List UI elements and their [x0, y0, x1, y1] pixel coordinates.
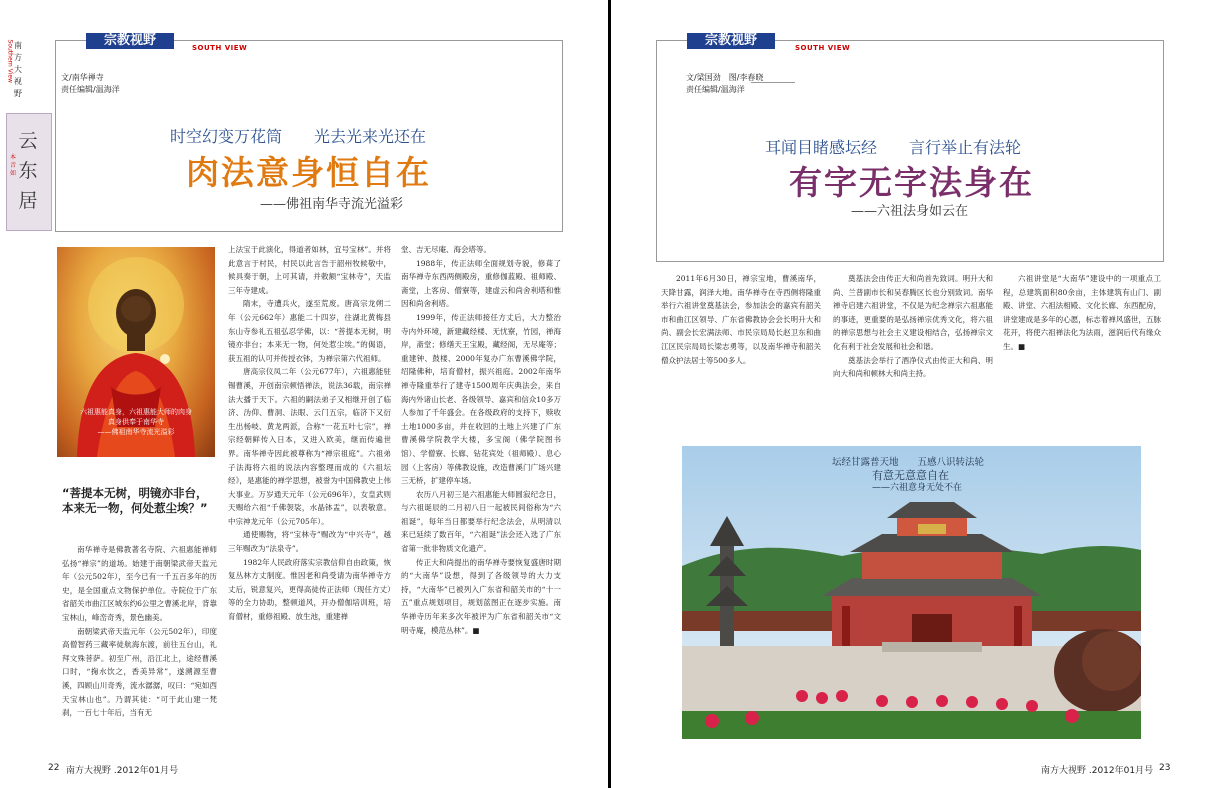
- credit-rule: [751, 82, 795, 83]
- side-logo-small: 本 音 如: [10, 154, 17, 177]
- paragraph: 六祖讲堂是“大南华”建设中的一项重点工程，总建筑面积80余亩，主体建筑有山门、副殿、讲堂、六祖法相殿、文化长廊、东西配房，讲堂建成是多年的心愿，标志着禅风盛世，五脉花开，将使六祖禅法化为法雨，滋润后代有缘众生。■: [1003, 274, 1161, 351]
- paragraph: 传正大和尚提出的南华禅寺要恢复盛唐时期的“大南华”设想，得到了各级领导的大力支持，“大南华”已被列入广东省和韶关市的“十一五”重点规划项目，规划蓝图正在逐步实施。南华禅寺历年来多次年被评为广东省和韶关市“文明寺庵，模范丛林”。■: [401, 557, 561, 635]
- paragraph: 农历八月初三是六祖惠能大师圆寂纪念日，与六祖诞辰的二月初八日一起被民间俗称为“六祖诞”，每年当日都要举行纪念法会，从明清以来已延续了数百年，“六祖诞”法会还入选了广东省第一批非物质文化遗产。: [401, 489, 561, 554]
- temple-photo: [682, 446, 1141, 739]
- kicker: 耳闻目睹感坛经 言行举止有法轮: [765, 138, 1022, 157]
- body-column-3: [401, 243, 561, 755]
- body-column-2: [228, 243, 391, 755]
- monk-statue-photo: [57, 247, 215, 457]
- paragraph: 南华禅寺是佛教著名寺院、六祖惠能禅师弘扬“禅宗”的道场。始建于南朝梁武帝天监元年（公元502年），至今已有一千五百多年的历史，是全国重点文物保护单位。寺院位于广东省韶关市曲江区城东约6公里之曹溪北岸，背靠宝林山，峰峦奇秀，景色幽美。: [62, 545, 217, 622]
- paragraph: 上法宝于此演化，得道者如林，宜号宝林”。并将此意言于村民，村民以此言告于韶州牧候敬中，候具奏于朝，上可其请，并敕额“宝林寺”，天监三年寺建成。: [228, 245, 391, 295]
- paragraph: 奠基法会举行了酒净仪式由传正大和尚、明向大和尚和顿林大和尚主持。: [833, 355, 993, 379]
- paragraph: 2011年6月30日，禅宗宝地，曹溪南华，天降甘露，润泽大地。南华禅寺在寺西侧将隆重举行六祖讲堂奠基法会，参加法会的嘉宾有韶关市和曲江区领导、广东省佛教协会会长明升大和尚、副会长宏满法师、市民宗局局长赵卫东和曲江区民宗局局长梁志勇等，以及南华禅寺和韶关僧众护法居士等500多人。: [661, 274, 821, 365]
- photo-caption-line: ——佛祖南华寺流光溢彩: [97, 428, 175, 436]
- paragraph: 隋末，寺遭兵火，遂至荒废。唐高宗龙朔二年（公元662年）惠能二十四岁，往湖北黄梅县东山寺参礼五祖弘忍学佛，以：“菩提本无树，明镜亦非台；本来无一物，何处惹尘埃。”的偈语，获五祖的认可并传授衣钵，为禅宗第六代祖师。: [228, 299, 391, 363]
- body-column-3: [1003, 272, 1161, 432]
- photo-caption: [832, 456, 1032, 495]
- paragraph: 南朝梁武帝天监元年（公元502年），印度高僧智药三藏率徒航海东渡，前往五台山，礼拜文殊菩萨。初至广州，沿江北上，途经曹溪口时，“掬水饮之，香美异常”，遂溯源至曹溪，四顾山川奇秀，流水潺潺，叹曰：“宛如西天宝林山也”。乃谓其徒：“可于此山建一梵刹，一百七十年后，当有无: [62, 626, 217, 718]
- credit-editor: 责任编辑/温海洋: [686, 85, 745, 94]
- body-column-1: [661, 272, 821, 432]
- paragraph: 唐高宗仪凤二年（公元677年），六祖惠能驻锡曹溪，开创南宗顿悟禅法，说法36载，南宗禅法大播于天下。六祖的嗣法弟子又相继开创了临济、沩仰、曹洞、法眼、云门五宗，临济下又衍生出杨岐、黄龙两派，合称“一花五叶七宗”，禅宗经朝鲜传入日本，又进入欧美，继而传遍世界。南华禅寺因此被尊称为“禅宗祖庭”。六祖弟子法海将六祖的说法内容整理而成的《六祖坛经》，是惠能的禅学思想，被誉为中国佛教史上伟大事业。万岁通天元年（公元696年），女皇武则天赐给六祖“千佛袈裟，水晶钵盂”，以表敬意。中宗神龙元年（公元705年）。: [228, 367, 391, 526]
- section-sub: SOUTH VIEW: [192, 44, 248, 52]
- left-page: [0, 0, 608, 788]
- folio-text: 南方大视野 .2012年01月号: [1041, 766, 1154, 776]
- photo-caption-line: 坛经甘露普天地 五感八识转法轮: [832, 457, 985, 468]
- side-brand-char: 野: [14, 89, 22, 98]
- right-page: [611, 0, 1219, 788]
- photo-caption-line: 真身供奉于南华寺: [108, 418, 164, 426]
- paragraph: 通使赐物，将“宝林寺”赐改为“中兴寺”，越三年赐改为“法泉寺”。: [228, 530, 391, 554]
- folio-text: 南方大视野 .2012年01月号: [66, 766, 179, 776]
- side-brand-letters: [14, 40, 24, 100]
- subhead: ——六祖法身如云在: [851, 204, 969, 219]
- section-tag: 宗教视野: [687, 33, 775, 49]
- pull-quote: “菩提本无树，明镜亦非台，本来无一物，何处惹尘埃？”: [62, 486, 208, 515]
- section-sub: SOUTH VIEW: [795, 44, 851, 52]
- photo-caption-line: 有意无意意自在: [872, 469, 949, 482]
- page-number: 22: [48, 763, 60, 773]
- paragraph: 堂、吉无尽庵、海会塔等。: [401, 245, 491, 254]
- photo-caption-line: ——六祖意身无处不在: [872, 483, 963, 493]
- paragraph: 奠基法会由传正大和尚首先致词。明升大和尚、兰普副市长和吴春腾区长也分别致词。南华禅寺启建六祖讲堂，不仅是为纪念禅宗六祖惠能的事迹，更重要的是弘扬禅宗优秀文化，将六祖的禅宗思想与社会主义建设相结合，弘扬禅宗文化有利于社会发展和社会和谐。: [833, 274, 993, 351]
- subhead: ——佛祖南华寺流光溢彩: [260, 197, 404, 212]
- photo-caption: [61, 407, 211, 437]
- side-brand-char: 南: [14, 41, 22, 50]
- credit-author: 文/南华禅寺: [61, 73, 104, 82]
- credit-editor: 责任编辑/温海洋: [61, 85, 120, 94]
- side-brand-char: 大: [14, 65, 22, 74]
- photo-caption-line: 六祖惠能真身，六祖惠能大师的肉身: [80, 408, 192, 416]
- headline: 肉法意身恒自在: [186, 153, 431, 192]
- section-tag: 宗教视野: [86, 33, 174, 49]
- page-number: 23: [1159, 763, 1171, 773]
- body-column-2: [833, 272, 993, 432]
- headline: 有字无字法身在: [789, 163, 1034, 202]
- side-logo-calligraphy: 云 东 居: [18, 130, 38, 212]
- paragraph: 1988年，传正法师全面规划寺貌，修葺了南华禅寺东西两侧殿房，重修伽蓝殿、祖师殿、斋堂，上客房、僧寮等，建虚云和尚舍利塔和惟因和尚舍利塔。: [401, 258, 561, 309]
- side-brand-char: 方: [14, 53, 22, 62]
- side-logo: [6, 113, 52, 231]
- paragraph: 1982年人民政府落实宗教信仰自由政策，恢复丛林方丈制度。惟因老和尚受请为南华禅寺方丈后，锐意复兴，更得高徒传正法师（现任方丈）等的全力协助，整顿道风，开办僧伽培训班，培育僧材，重修祖殿、放生池，重建禅: [228, 557, 391, 622]
- side-brand: [2, 40, 24, 104]
- body-column-1: [62, 543, 217, 755]
- paragraph: 1999年，传正法师接任方丈后，大力整治寺内外环境，新建藏经楼、无忧寮，竹园，禅海岸，斋堂；修缮天王宝殿，藏经阁，无尽庵等；重建钟、鼓楼、2000年复办广东曹溪佛学院，绍隆佛种，培育僧材，振兴祖庭。2002年南华禅寺隆重举行了建寺1500周年庆典法会，来自海内外诸山长老、各级领导、嘉宾和信众10多万人参加了千年盛会。在各级政府的支持下，赎收土地1000多亩，并在收回的土地上兴建了广东曹溪佛学院教学大楼，多宝阁（佛学院图书馆）、学僧寮、长廊、钻花宾处（祖师殿）、息心园（上客房）等佛教设施，改造曹溪门广场兴建三无桥，扩建停车场。: [401, 312, 561, 486]
- side-brand-vertical-en: Southern View: [6, 39, 14, 83]
- side-brand-char: 视: [14, 77, 22, 86]
- kicker: 时空幻变万花筒 光去光来光还在: [170, 127, 427, 146]
- credit-author: 文/梁国劲 图/李春晓: [686, 73, 764, 82]
